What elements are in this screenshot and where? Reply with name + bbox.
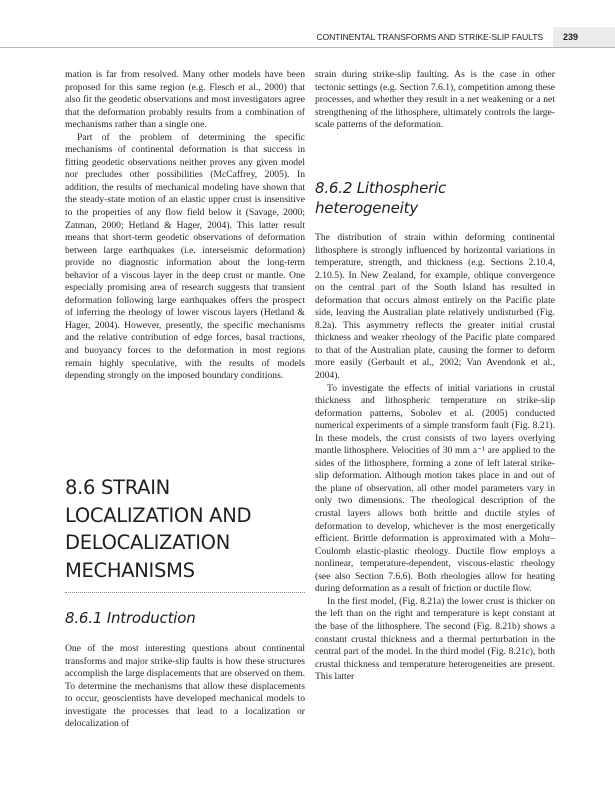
section-heading-block — [65, 474, 305, 593]
section-heading-line-1: 8.6 STRAIN — [65, 476, 170, 499]
subsection-heading-line-2: heterogeneity — [315, 199, 419, 217]
right-column — [315, 69, 555, 132]
dotted-divider — [65, 592, 305, 593]
right-column-lower — [315, 232, 555, 684]
page-number-box — [553, 27, 615, 47]
right-paragraph-4: In the first model, (Fig. 8.21a) the lower crust is thicker on the left than on the right and temperature is kept constant at the base of the lithosphere. The second (Fig. 8.21b) shows a constant crustal thickness and a thermal perturbation in the central part of the model. In the third model (Fig. 8.21c), both crustal thickness and temperature heterogeneities are present. This latter — [315, 595, 555, 683]
right-paragraph-1: strain during strike-slip faulting. As is the case in other tectonic settings (e.g. Section 7.6.1), competition among these processes, and whether they result in a net weakening or a net strengthening of the lithosphere, ultimately controls the large-scale patterns of the deformation. — [315, 69, 555, 131]
right-paragraph-2: The distribution of strain within deforming continental lithosphere is strongly influenced by horizontal variations in temperature, strength, and thickness (e.g. Sections 2.10.4, 2.10.5). In New Zealand, for example, oblique convergence on the central part of the South Island has resulted in deformation that occurs almost entirely on the Pacific plate side, leaving the Australian plate relatively undisturbed (Fig. 8.2a). This asymmetry reflects the greater initial crustal thickness and weaker rheology of the Pacific plate compared to that of the Australian plate, causing the former to deform more easily (Gerbault et al., 2002; Van Avendonk et al., 2004). — [315, 232, 555, 382]
section-heading-line-4: MECHANISMS — [65, 558, 195, 582]
section-heading-line-3: DELOCALIZATION — [65, 531, 231, 554]
right-paragraph-3: To investigate the effects of initial variations in crustal thickness and lithospheric temperature on strike-slip deformation patterns, Sobolev et al. (2005) conducted numerical experiments of a simple transform fault (Fig. 8.21). In these models, the crust consists of two layers overlying mantle lithosphere. Velocities of 30 mm a⁻¹ are applied to the sides of the lithosphere, forming a zone of left lateral strike-slip deformation. Although motion takes place in and out of the plane of observation, all other model parameters vary in only two dimensions. The rheological description of the crustal layers allows both brittle and ductile styles of deformation to develop, whichever is the most energetically efficient. Brittle deformation is approximated with a Mohr–Coulomb elastic-plastic rheology. Ductile flow employs a nonlinear, temperature-dependent, viscous-elastic rheology (see also Section 7.6.6). Both rheologies allow for heating during deformation as a result of friction or ductile flow. — [315, 382, 555, 595]
left-column — [65, 69, 305, 383]
left-paragraph-1: mation is far from resolved. Many other models have been proposed for this same region (e.g. Flesch et al., 2000) that also fit the geodetic observations and most investigators agree that the deformation probably results from a combination of mechanisms rather than a single one. — [65, 69, 305, 131]
section-heading — [65, 474, 305, 584]
subsection-heading-introduction: 8.6.1 Introduction — [65, 609, 196, 627]
left-paragraph-2: Part of the problem of determining the specific mechanisms of continental deformation is that success in fitting geodetic observations neither proves any given model nor precludes other possibilities (McCaffrey, 2005). In addition, the results of mechanical modeling have shown that the steady-state motion of an elastic upper crust is insensitive to the properties of any flow field below it (Savage, 2000; Zatman, 2000; Hetland & Hager, 2004). This latter result means that short-term geodetic observations of deformation between large earthquakes (i.e. interseismic deformation) provide no diagnostic information about the long-term behavior of a viscous layer in the deep crust or mantle. One especially promising area of research suggests that transient deformation following large earthquakes offers the prospect of inferring the rheology of lower viscous layers (Hetland & Hager, 2004). However, presently, the specific mechanisms and the relative contribution of edge forces, basal tractions, and buoyancy forces to the deformation in most regions remain highly speculative, with the results of models depending strongly on the imposed boundary conditions. — [65, 131, 305, 382]
left-column-lower — [65, 643, 305, 731]
left-paragraph-3: One of the most interesting questions about continental transforms and major strike-slip faults is how these structures accomplish the large displacements that are observed on them. To determine the mechanisms that allow these displacements to occur, geoscientists have developed mechanical models to investigate the processes that lead to a localization or delocalization of — [65, 643, 305, 730]
subsection-heading-line-1: 8.6.2 Lithospheric — [315, 179, 447, 197]
subsection-heading-lithospheric — [315, 178, 555, 218]
page-number: 239 — [563, 32, 579, 42]
running-title: CONTINENTAL TRANSFORMS AND STRIKE-SLIP FAULTS — [316, 32, 543, 42]
section-heading-line-2: LOCALIZATION AND — [65, 503, 252, 527]
running-header — [0, 27, 615, 48]
